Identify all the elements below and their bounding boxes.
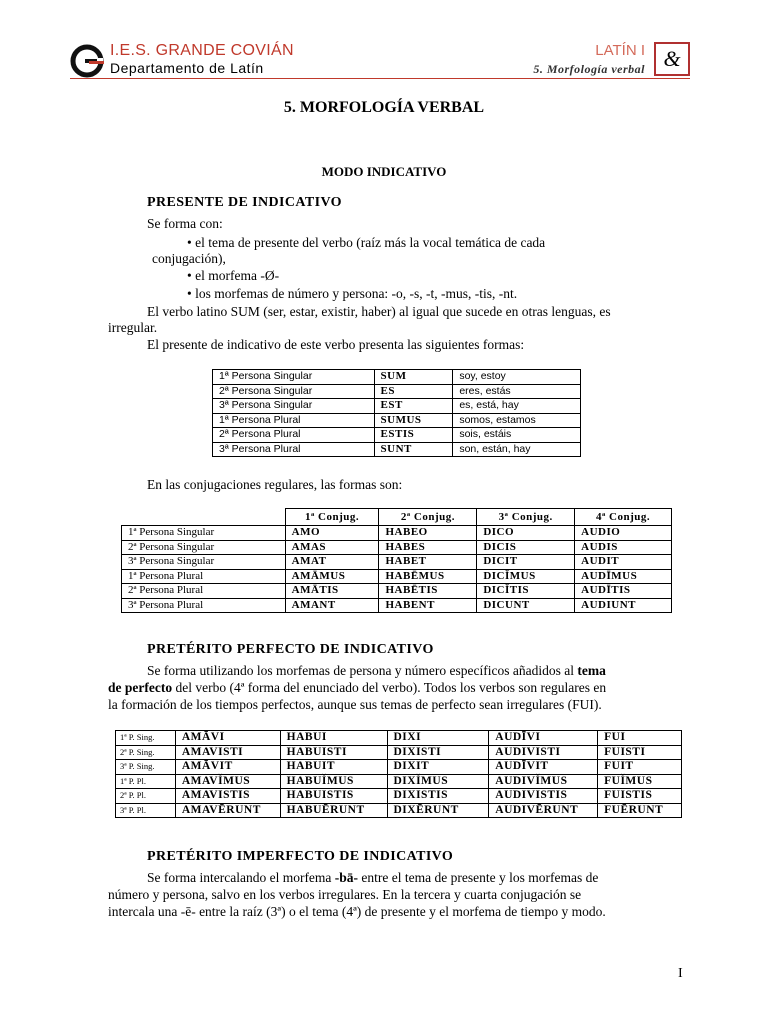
person-cell: 1ª Persona Plural (122, 569, 286, 584)
table-row (116, 789, 682, 804)
form-cell: AMAT (285, 555, 379, 570)
form-cell: FUĬMUS (598, 774, 682, 789)
form-cell: DIXISTIS (387, 789, 489, 804)
page-title: 5. MORFOLOGÍA VERBAL (283, 99, 485, 116)
table-row (213, 399, 581, 414)
form-cell: DICĬMUS (477, 569, 575, 584)
form-cell: SUNT (374, 442, 453, 457)
table-row (116, 760, 682, 775)
person-cell: 2ª Persona Singular (122, 540, 286, 555)
form-cell: AUDĪVIT (489, 760, 598, 775)
form-cell: DICIT (477, 555, 575, 570)
table-row (116, 774, 682, 789)
form-cell: AUDIO (575, 526, 672, 541)
form-cell: DIXI (387, 731, 489, 746)
form-cell: AMAVISTIS (175, 789, 280, 804)
present-heading: PRESENTE DE INDICATIVO (147, 195, 342, 210)
form-cell: AUDIVISTIS (489, 789, 598, 804)
form-cell: DIXĬMUS (387, 774, 489, 789)
person-cell: 2ª P. Pl. (116, 789, 176, 804)
bullet-item: • los morfemas de número y persona: -o, -s, -t, -mus, -tis, -nt. (187, 286, 518, 301)
form-cell: AUDIVISTI (489, 745, 598, 760)
form-cell: HABUISTIS (280, 789, 387, 804)
form-cell: AUDIVĒRUNT (489, 803, 598, 818)
perfect-heading: PRETÉRITO PERFECTO DE INDICATIVO (147, 642, 434, 657)
ampersand-emblem-icon: & (654, 42, 690, 76)
sum-paragraph-line: irregular. (108, 320, 158, 335)
form-cell: AUDĪVI (489, 731, 598, 746)
form-cell: AMAVĬMUS (175, 774, 280, 789)
header-divider (70, 78, 690, 79)
perfect-paragraph-line: Se forma utilizando los morfemas de persona y número específicos añadidos al tema (147, 663, 606, 678)
form-cell: ESTIS (374, 428, 453, 443)
column-header: 3ª Conjug. (477, 509, 575, 526)
form-cell: FUĒRUNT (598, 803, 682, 818)
table-header-row (122, 509, 672, 526)
table-row (122, 526, 672, 541)
form-cell: DIXISTI (387, 745, 489, 760)
perfect-paragraph-line: de perfecto del verbo (4ª forma del enunciado del verbo). Todos los verbos son regulares en (108, 680, 607, 695)
form-cell: HABEO (379, 526, 477, 541)
person-cell: 1ª P. Pl. (116, 774, 176, 789)
form-cell: SUM (374, 370, 453, 385)
bullet-item: • el tema de presente del verbo (raíz más la vocal temática de cada (187, 235, 546, 250)
person-cell: 3ª Persona Plural (213, 442, 375, 457)
form-cell: AMAVĒRUNT (175, 803, 280, 818)
school-name: I.E.S. GRANDE COVIÁN (110, 42, 294, 59)
person-cell: 3ª P. Pl. (116, 803, 176, 818)
table-row (116, 803, 682, 818)
person-cell: 1ª Persona Plural (213, 413, 375, 428)
person-cell: 3ª P. Sing. (116, 760, 176, 775)
translation-cell: sois, estáis (453, 428, 581, 443)
subject-label: LATÍN I (595, 42, 645, 59)
school-logo-icon (70, 44, 104, 78)
form-cell: FUIT (598, 760, 682, 775)
form-cell: HABUI (280, 731, 387, 746)
imperfect-heading: PRETÉRITO IMPERFECTO DE INDICATIVO (147, 849, 454, 864)
form-cell: FUISTIS (598, 789, 682, 804)
form-cell: DICO (477, 526, 575, 541)
form-cell: HABES (379, 540, 477, 555)
table-row (122, 555, 672, 570)
form-cell: AMĀTIS (285, 584, 379, 599)
form-cell: AMAVISTI (175, 745, 280, 760)
sum-table (212, 369, 581, 457)
sum-paragraph-line: El verbo latino SUM (ser, estar, existir, haber) al igual que sucede en otras lenguas, es (147, 304, 611, 319)
form-cell: HABET (379, 555, 477, 570)
person-cell: 2ª P. Sing. (116, 745, 176, 760)
person-cell: 1ª Persona Singular (213, 370, 375, 385)
form-cell: AUDIS (575, 540, 672, 555)
form-cell: DIXIT (387, 760, 489, 775)
column-header: 4ª Conjug. (575, 509, 672, 526)
person-cell: 3ª Persona Singular (213, 399, 375, 414)
table-row (116, 731, 682, 746)
person-cell: 1ª P. Sing. (116, 731, 176, 746)
person-cell: 2ª Persona Plural (122, 584, 286, 599)
bullet-item: • el morfema -Ø- (187, 268, 280, 283)
person-cell: 3ª Persona Plural (122, 598, 286, 613)
bullet-continuation: conjugación), (152, 251, 226, 266)
table-row (213, 370, 581, 385)
person-cell: 2ª Persona Plural (213, 428, 375, 443)
perfect-table (115, 730, 682, 818)
table-row (122, 598, 672, 613)
person-cell: 2ª Persona Singular (213, 384, 375, 399)
form-cell: HABUISTI (280, 745, 387, 760)
table-row (122, 584, 672, 599)
form-cell: AUDIT (575, 555, 672, 570)
page-number: I (678, 966, 683, 981)
form-cell: EST (374, 399, 453, 414)
form-cell: AMĀVIT (175, 760, 280, 775)
form-cell: AMAS (285, 540, 379, 555)
department-name: Departamento de Latín (110, 60, 264, 76)
form-cell: AMĀVI (175, 731, 280, 746)
table-row (213, 428, 581, 443)
present-intro: Se forma con: (147, 216, 223, 231)
imperfect-paragraph-line: Se forma intercalando el morfema -bā- entre el tema de presente y los morfemas de (147, 870, 599, 885)
translation-cell: soy, estoy (453, 370, 581, 385)
table-row (213, 413, 581, 428)
form-cell: SUMUS (374, 413, 453, 428)
person-cell: 3ª Persona Singular (122, 555, 286, 570)
form-cell: AUDIVĬMUS (489, 774, 598, 789)
empty-header-cell (122, 509, 286, 526)
sum-paragraph-line: El presente de indicativo de este verbo presenta las siguientes formas: (147, 337, 525, 352)
form-cell: FUI (598, 731, 682, 746)
form-cell: AUDIUNT (575, 598, 672, 613)
form-cell: HABĒTIS (379, 584, 477, 599)
imperfect-paragraph-line: número y persona, salvo en los verbos irregulares. En la tercera y cuarta conjugación se (108, 887, 582, 902)
imperfect-paragraph-line: intercala una -ē- entre la raíz (3ª) o el tema (4ª) de presente y el morfema de tiempo y modo. (108, 904, 606, 919)
form-cell: HABUIT (280, 760, 387, 775)
translation-cell: es, está, hay (453, 399, 581, 414)
translation-cell: son, están, hay (453, 442, 581, 457)
form-cell: AMĀMUS (285, 569, 379, 584)
form-cell: ES (374, 384, 453, 399)
translation-cell: eres, estás (453, 384, 581, 399)
table-row (122, 540, 672, 555)
form-cell: DICĬTIS (477, 584, 575, 599)
person-cell: 1ª Persona Singular (122, 526, 286, 541)
form-cell: HABĒMUS (379, 569, 477, 584)
form-cell: AMO (285, 526, 379, 541)
form-cell: DICIS (477, 540, 575, 555)
form-cell: AMANT (285, 598, 379, 613)
form-cell: DIXĒRUNT (387, 803, 489, 818)
section-label: 5. Morfología verbal (533, 62, 645, 76)
form-cell: AUDĪMUS (575, 569, 672, 584)
form-cell: HABENT (379, 598, 477, 613)
table-row (122, 569, 672, 584)
form-cell: HABUĒRUNT (280, 803, 387, 818)
form-cell: HABUĬMUS (280, 774, 387, 789)
table-row (213, 384, 581, 399)
table-row (213, 442, 581, 457)
form-cell: AUDĪTIS (575, 584, 672, 599)
column-header: 1ª Conjug. (285, 509, 379, 526)
regular-intro: En las conjugaciones regulares, las formas son: (147, 477, 403, 492)
translation-cell: somos, estamos (453, 413, 581, 428)
form-cell: FUISTI (598, 745, 682, 760)
mode-heading: MODO INDICATIVO (321, 164, 447, 179)
conjugation-table (121, 508, 672, 613)
column-header: 2ª Conjug. (379, 509, 477, 526)
table-row (116, 745, 682, 760)
perfect-paragraph-line: la formación de los tiempos perfectos, aunque sus temas de perfecto sean irregulares (FUI). (108, 697, 602, 712)
form-cell: DICUNT (477, 598, 575, 613)
